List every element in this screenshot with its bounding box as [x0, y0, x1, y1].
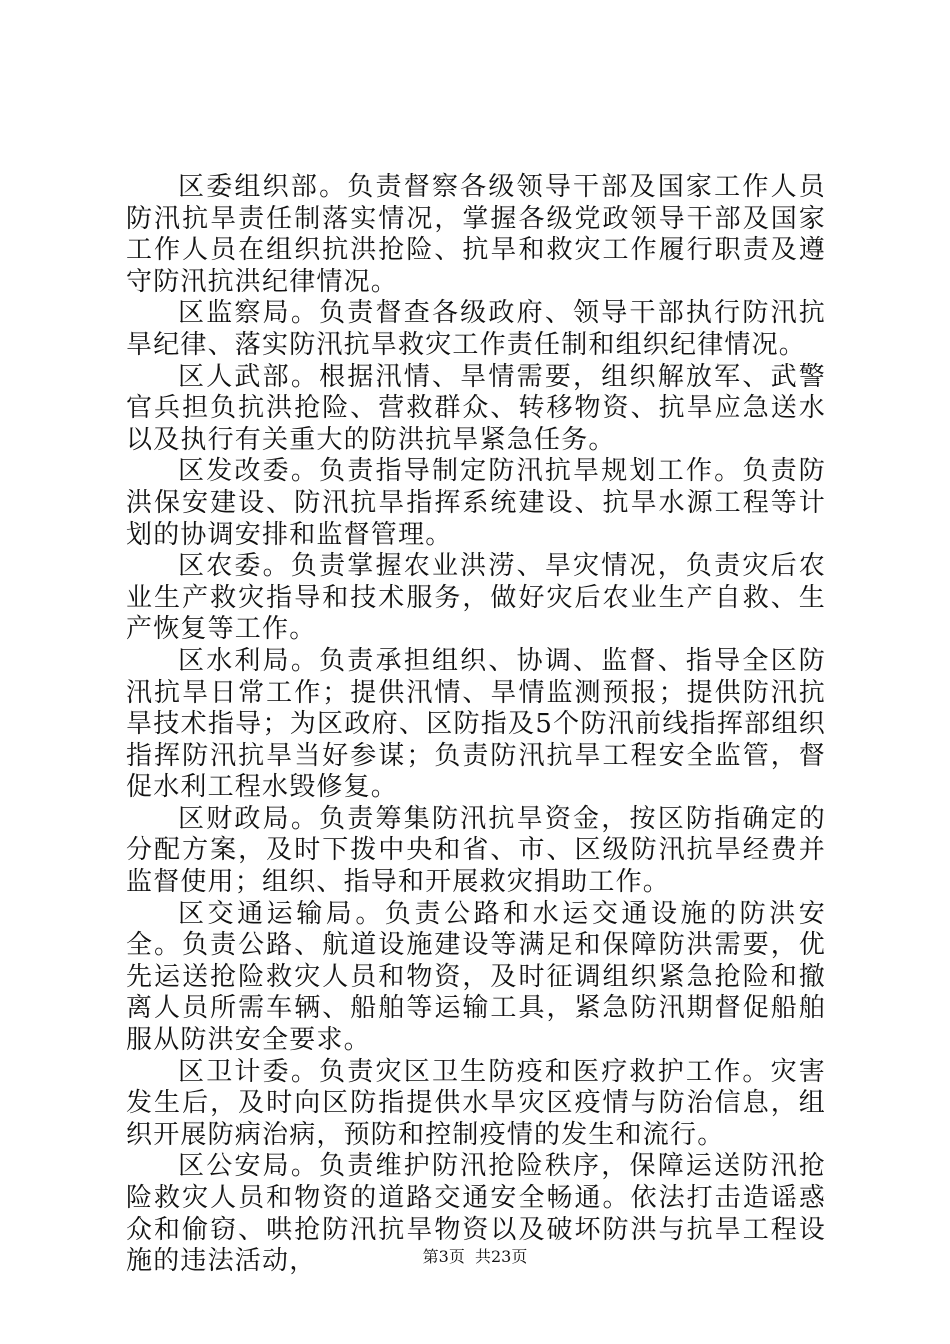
paragraph-water-resources: 区水利局。负责承担组织、协调、监督、指导全区防汛抗旱日常工作；提供汛情、旱情监测预报；提供防汛抗旱技术指导；为区政府、区防指及5个防汛前线指挥部组织指挥防汛抗旱当好参谋；负责防汛抗旱工程安全监管，督促水利工程水毁修复。	[126, 645, 826, 803]
paragraph-finance-bureau: 区财政局。负责筹集防汛抗旱资金，按区防指确定的分配方案，及时下拨中央和省、市、区级防汛抗旱经费并监督使用；组织、指导和开展救灾捐助工作。	[126, 803, 826, 898]
paragraph-supervision-bureau: 区监察局。负责督查各级政府、领导干部执行防汛抗旱纪律、落实防汛抗旱救灾工作责任制和组织纪律情况。	[126, 298, 826, 360]
paragraph-public-security: 区公安局。负责维护防汛抢险秩序，保障运送防汛抢险救灾人员和物资的道路交通安全畅通。依法打击造谣惑众和偷窃、哄抢防汛抗旱物资以及破坏防洪与抗旱工程设施的违法活动，	[126, 1151, 826, 1277]
paragraph-armed-forces-dept: 区人武部。根据汛情、旱情需要，组织解放军、武警官兵担负抗洪抢险、营救群众、转移物资、抗旱应急送水以及执行有关重大的防洪抗旱紧急任务。	[126, 361, 826, 455]
paragraph-agriculture-commission: 区农委。负责掌握农业洪涝、旱灾情况，负责灾后农业生产救灾指导和技术服务，做好灾后农业生产自救、生产恢复等工作。	[126, 551, 826, 645]
paragraph-health-commission: 区卫计委。负责灾区卫生防疫和医疗救护工作。灾害发生后，及时向区防指提供水旱灾区疫情与防治信息，组织开展防病治病，预防和控制疫情的发生和流行。	[126, 1056, 826, 1150]
page-footer	[0, 1244, 950, 1267]
paragraph-transport-bureau: 区交通运输局。负责公路和水运交通设施的防洪安全。负责公路、航道设施建设等满足和保障防洪需要，优先运送抢险救灾人员和物资，及时征调组织紧急抢险和撤离人员所需车辆、船舶等运输工具，紧急防汛期督促船舶服从防洪安全要求。	[126, 898, 826, 1056]
document-body	[126, 172, 826, 1278]
paragraph-organization-dept: 区委组织部。负责督察各级领导干部及国家工作人员防汛抗旱责任制落实情况，掌握各级党政领导干部及国家工作人员在组织抗洪抢险、抗旱和救灾工作履行职责及遵守防汛抗洪纪律情况。	[126, 172, 826, 297]
paragraph-development-reform: 区发改委。负责指导制定防汛抗旱规划工作。负责防洪保安建设、防汛抗旱指挥系统建设、抗旱水源工程等计划的协调安排和监督管理。	[126, 456, 826, 550]
page-number: 第3页 共23页	[422, 1247, 528, 1266]
